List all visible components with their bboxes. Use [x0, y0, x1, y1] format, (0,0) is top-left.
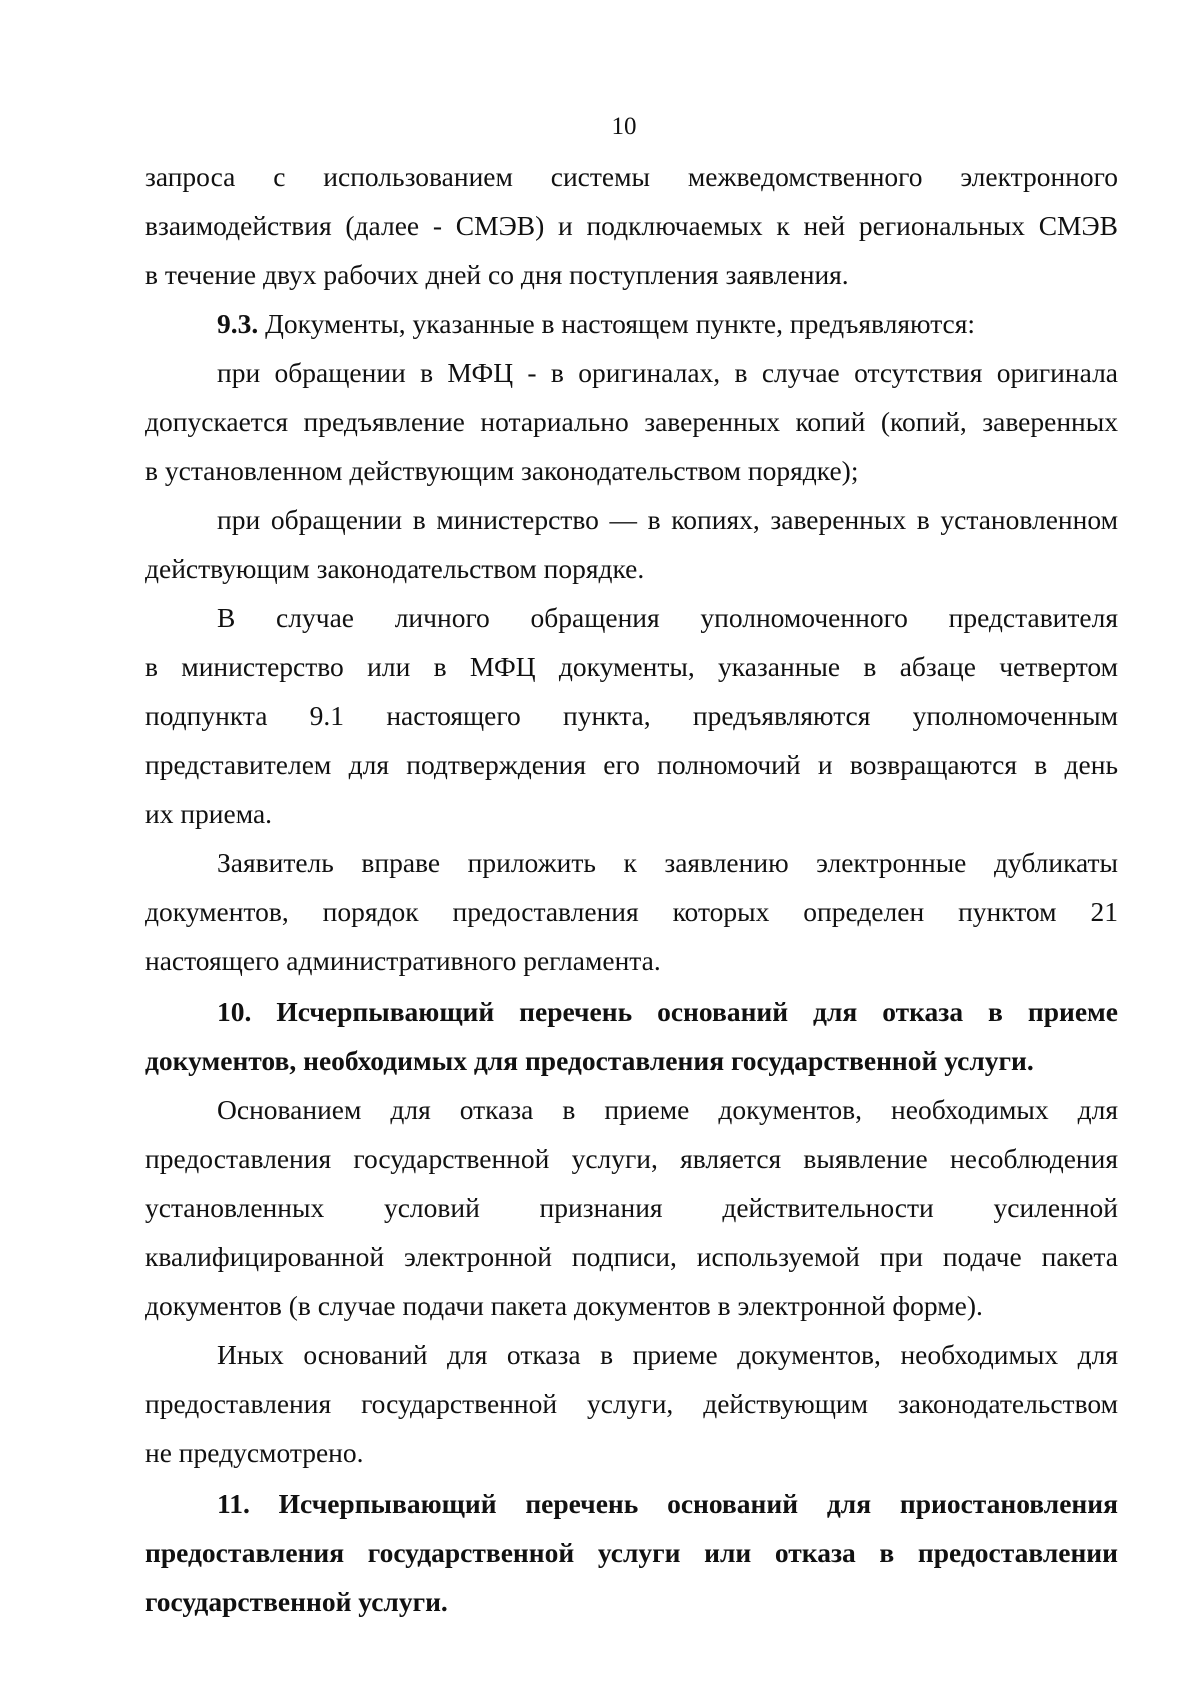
- text-line: документов (в случае подачи пакета документов в электронной форме).: [145, 1290, 983, 1321]
- text-line: Основанием для отказа в приеме документов, необходимых для: [217, 1094, 1118, 1125]
- text-line: установленных условий признания действительности усиленной: [145, 1192, 1118, 1223]
- text-line: подпункта 9.1 настоящего пункта, предъявляются уполномоченным: [145, 700, 1118, 731]
- heading-line: 10. Исчерпывающий перечень оснований для отказа в приеме: [217, 996, 1118, 1027]
- text-line: запроса с использованием системы межведомственного электронного: [145, 161, 1118, 192]
- text-line: при обращении в МФЦ - в оригиналах, в случае отсутствия оригинала: [217, 357, 1118, 388]
- section-heading-10: [145, 987, 1118, 1085]
- text-line: документов, порядок предоставления которых определен пунктом 21: [145, 896, 1118, 927]
- text-line: их приема.: [145, 798, 273, 829]
- text-line: В случае личного обращения уполномоченного представителя: [217, 602, 1118, 633]
- paragraph-ministry: [145, 495, 1118, 593]
- paragraph-duplicates: [145, 838, 1118, 985]
- paragraph-9-3: [145, 299, 1118, 348]
- text-line: в течение двух рабочих дней со дня поступления заявления.: [145, 259, 849, 290]
- text-line: квалифицированной электронной подписи, используемой при подаче пакета: [145, 1241, 1118, 1272]
- text-line: допускается предъявление нотариально заверенных копий (копий, заверенных: [145, 406, 1118, 437]
- text-line: не предусмотрено.: [145, 1437, 364, 1468]
- text-line: Иных оснований для отказа в приеме документов, необходимых для: [217, 1339, 1118, 1370]
- paragraph-continuation: [145, 152, 1118, 299]
- text-line: предоставления государственной услуги, является выявление несоблюдения: [145, 1143, 1118, 1174]
- paragraph-grounds: [145, 1085, 1118, 1330]
- page-number: 10: [611, 113, 637, 140]
- text-line: взаимодействия (далее - СМЭВ) и подключаемых к ней региональных СМЭВ: [145, 210, 1118, 241]
- heading-line: государственной услуги.: [145, 1586, 448, 1617]
- text-line: настоящего административного регламента.: [145, 945, 661, 976]
- text-line: представителем для подтверждения его полномочий и возвращаются в день: [145, 749, 1118, 780]
- clause-number: 9.3.: [217, 308, 259, 339]
- text-line: действующим законодательством порядке.: [145, 553, 645, 584]
- paragraph-no-other-grounds: [145, 1330, 1118, 1477]
- text-line: в установленном действующим законодательством порядке);: [145, 455, 859, 486]
- paragraph-representative: [145, 593, 1118, 838]
- document-body: [145, 152, 1118, 1626]
- text-line: Заявитель вправе приложить к заявлению электронные дубликаты: [217, 847, 1118, 878]
- section-heading-11: [145, 1479, 1118, 1626]
- text-line: в министерство или в МФЦ документы, указанные в абзаце четвертом: [145, 651, 1118, 682]
- text-line: предоставления государственной услуги, действующим законодательством: [145, 1388, 1118, 1419]
- text-line: при обращении в министерство — в копиях, заверенных в установленном: [217, 504, 1118, 535]
- paragraph-mfc: [145, 348, 1118, 495]
- heading-line: предоставления государственной услуги или отказа в предоставлении: [145, 1537, 1118, 1568]
- heading-line: документов, необходимых для предоставления государственной услуги.: [145, 1045, 1034, 1076]
- clause-text: Документы, указанные в настоящем пункте, предъявляются:: [258, 308, 976, 339]
- heading-line: 11. Исчерпывающий перечень оснований для приостановления: [217, 1488, 1118, 1519]
